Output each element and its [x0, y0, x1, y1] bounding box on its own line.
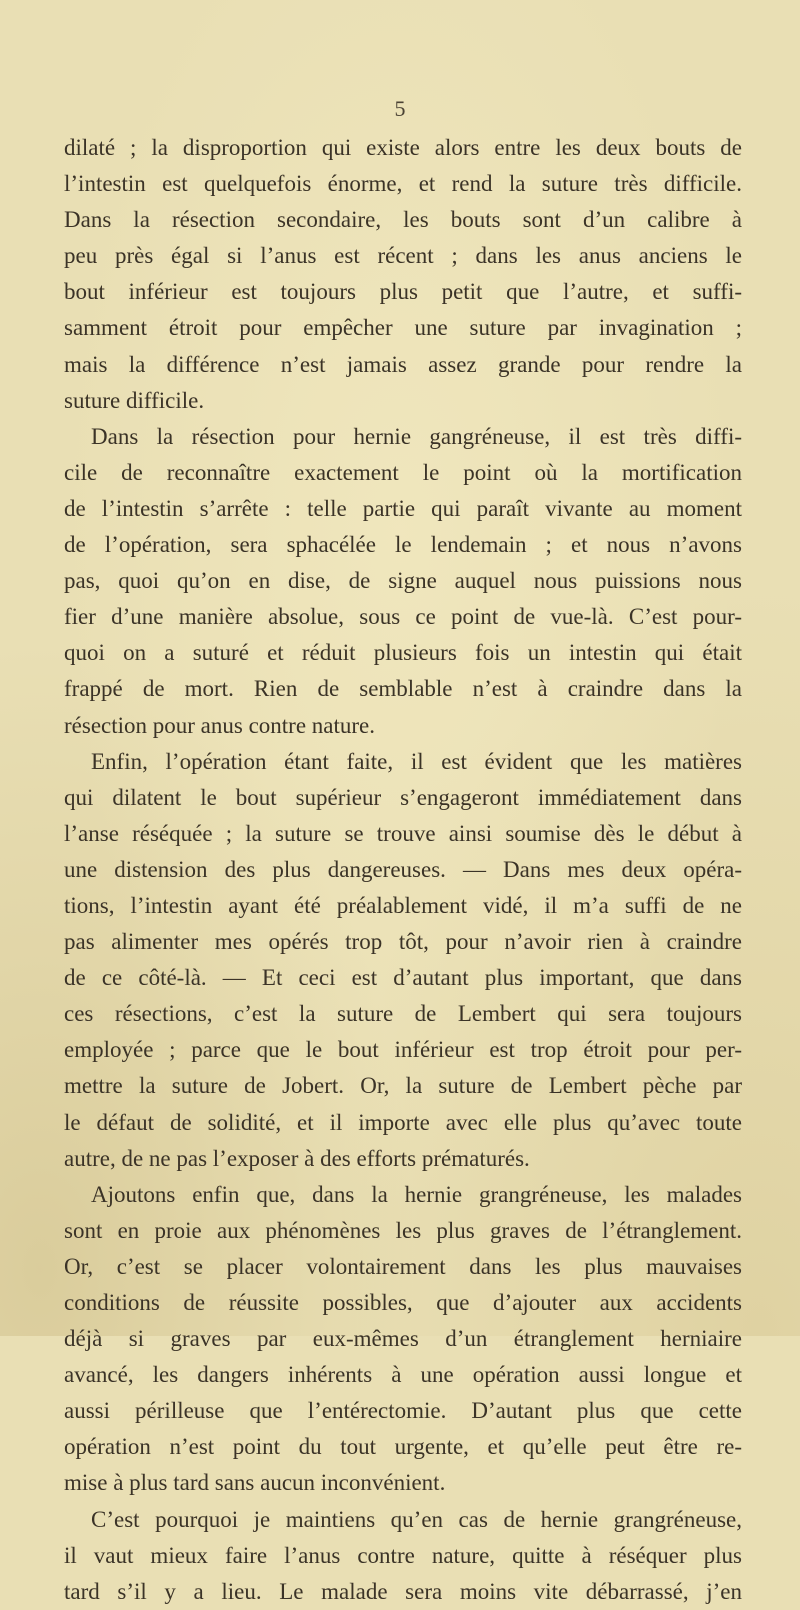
text-line: dilaté ; la disproportion qui existe alors entre les deux bouts de: [64, 135, 742, 160]
text-line: l’intestin est quelquefois énorme, et rend la suture très difficile.: [64, 171, 742, 197]
text-line: Dans la résection pour hernie gangréneuse, il est très diffi-: [91, 423, 742, 449]
text-line: tions, l’intestin ayant été préalablement vidé, il m’a suffi de ne: [64, 892, 742, 918]
text-line: déjà si graves par eux-mêmes d’un étranglement herniaire: [64, 1326, 742, 1352]
text-line: qui dilatent le bout supérieur s’engageront immédiatement dans: [64, 784, 742, 810]
text-line: pas, quoi qu’on en dise, de signe auquel nous puissions nous: [64, 568, 742, 594]
text-line: résection pour anus contre nature.: [64, 712, 376, 738]
text-line: le défaut de solidité, et il importe avec elle plus qu’avec toute: [64, 1109, 742, 1135]
text-line: employée ; parce que le bout inférieur est trop étroit pour per-: [64, 1037, 742, 1063]
paragraph: [64, 419, 742, 744]
text-line: mettre la suture de Jobert. Or, la suture de Lembert pèche par: [64, 1073, 742, 1099]
text-line: l’anse réséquée ; la suture se trouve ainsi soumise dès le début à: [64, 820, 742, 846]
text-line: de l’opération, sera sphacélée le lendemain ; et nous n’avons: [64, 532, 742, 558]
text-line: opération n’est point du tout urgente, et qu’elle peut être re-: [64, 1434, 742, 1460]
text-line: Ajoutons enfin que, dans la hernie grangréneuse, les malades: [91, 1181, 742, 1207]
text-line: sont en proie aux phénomènes les plus graves de l’étranglement.: [64, 1217, 742, 1243]
text-line: conditions de réussite possibles, que d’ajouter aux accidents: [64, 1290, 742, 1315]
text-line: de ce côté-là. — Et ceci est d’autant plus important, que dans: [64, 965, 742, 991]
text-line: Or, c’est se placer volontairement dans les plus mauvaises: [64, 1253, 742, 1279]
text-line: bout inférieur est toujours plus petit que l’autre, et suffi-: [64, 279, 742, 305]
text-line: suture difficile.: [64, 387, 205, 413]
text-line: de l’intestin s’arrête : telle partie qui paraît vivante au moment: [64, 495, 742, 521]
text-line: pas alimenter mes opérés trop tôt, pour n’avoir rien à craindre: [64, 929, 742, 955]
text-line: cile de reconnaître exactement le point où la mortification: [64, 459, 742, 485]
text-line: avancé, les dangers inhérents à une opération aussi longue et: [64, 1362, 742, 1388]
text-line: ces résections, c’est la suture de Lembert qui sera toujours: [64, 1001, 742, 1027]
text-line: tard s’il y a lieu. Le malade sera moins vite débarrassé, j’en: [64, 1578, 742, 1604]
paragraph: [64, 1177, 742, 1502]
text-line: frappé de mort. Rien de semblable n’est à craindre dans la: [64, 676, 742, 702]
body-text: [64, 130, 742, 1610]
text-line: aussi périlleuse que l’entérectomie. D’autant plus que cette: [64, 1398, 742, 1424]
text-line: autre, de ne pas l’exposer à des efforts prématurés.: [64, 1145, 530, 1171]
paragraph: [64, 744, 742, 1177]
text-line: il vaut mieux faire l’anus contre nature, quitte à réséquer plus: [64, 1542, 742, 1568]
text-line: quoi on a suturé et réduit plusieurs fois un intestin qui était: [64, 640, 742, 666]
paragraph: [64, 130, 742, 419]
text-line: peu près égal si l’anus est récent ; dans les anus anciens le: [64, 243, 742, 269]
text-line: C’est pourquoi je maintiens qu’en cas de hernie grangréneuse,: [91, 1506, 742, 1532]
text-line: mais la différence n’est jamais assez grande pour rendre la: [64, 351, 742, 377]
paragraph: [64, 1502, 742, 1610]
text-line: samment étroit pour empêcher une suture par invagination ;: [64, 315, 742, 341]
page-number: 5: [394, 96, 406, 121]
text-line: fier d’une manière absolue, sous ce point de vue-là. C’est pour-: [64, 604, 742, 630]
text-line: une distension des plus dangereuses. — Dans mes deux opéra-: [64, 856, 742, 882]
text-line: mise à plus tard sans aucun inconvénient.: [64, 1470, 446, 1496]
text-line: Dans la résection secondaire, les bouts sont d’un calibre à: [64, 207, 742, 233]
text-line: Enfin, l’opération étant faite, il est évident que les matières: [91, 748, 742, 774]
